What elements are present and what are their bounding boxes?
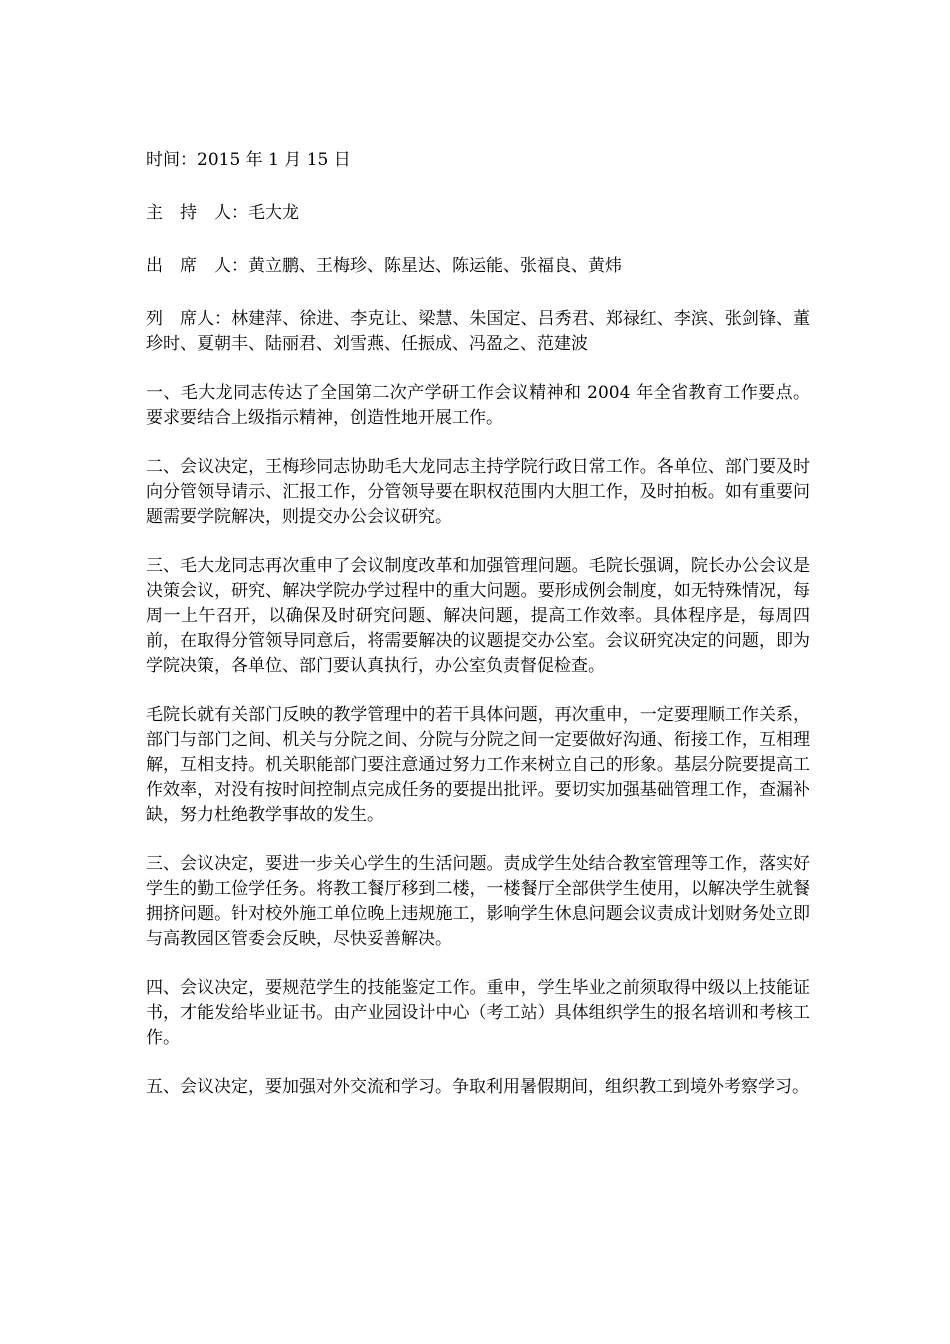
meeting-minutes-document xyxy=(146,148,810,1124)
minutes-item-4: 四、会议决定，要规范学生的技能鉴定工作。重申，学生毕业之前须取得中级以上技能证书，才能发给毕业证书。由产业园设计中心（考工站）具体组织学生的报名培训和考核工作。 xyxy=(146,978,810,1048)
minutes-item-3: 三、毛大龙同志再次重申了会议制度改革和加强管理问题。毛院长强调，院长办公会议是决策会议，研究、解决学院办学过程中的重大问题。要形成例会制度，如无特殊情况，每周一上午召开，以确保及时研究问题、解决问题，提高工作效率。具体程序是，每周四前，在取得分管领导同意后，将需要解决的议题提交办公室。会议研究决定的问题，即为学院决策，各单位、部门要认真执行，办公室负责督促检查。 xyxy=(146,556,810,676)
minutes-item-student-life: 三、会议决定，要进一步关心学生的生活问题。责成学生处结合教室管理等工作，落实好学生的勤工俭学任务。将教工餐厅移到二楼，一楼餐厅全部供学生使用，以解决学生就餐拥挤问题。针对校外施工单位晚上违规施工，影响学生休息问题会议责成计划财务处立即与高教园区管委会反映，尽快妥善解决。 xyxy=(146,854,810,949)
minutes-item-3-continued: 毛院长就有关部门反映的教学管理中的若干具体问题，再次重申，一定要理顺工作关系，部门与部门之间、机关与分院之间、分院与分院之间一定要做好沟通、衔接工作，互相理解，互相支持。机关职能部门要注意通过努力工作来树立自己的形象。基层分院要提高工作效率，对没有按时间控制点完成任务的要提出批评。要切实加强基础管理工作，查漏补缺，努力杜绝教学事故的发生。 xyxy=(146,705,810,825)
meeting-observers: 列 席人：林建萍、徐进、李克让、梁慧、朱国定、吕秀君、郑禄红、李滨、张剑锋、董珍时、夏朝丰、陆丽君、刘雪燕、任振成、冯盈之、范建波 xyxy=(146,309,810,354)
meeting-attendees: 出 席 人：黄立鹏、王梅珍、陈星达、陈运能、张福良、黄炜 xyxy=(146,256,622,276)
minutes-item-1: 一、毛大龙同志传达了全国第二次产学研工作会议精神和 2004 年全省教育工作要点。要求要结合上级指示精神，创造性地开展工作。 xyxy=(146,383,810,428)
meeting-host: 主 持 人：毛大龙 xyxy=(146,203,299,223)
meeting-time: 时间：2015 年 1 月 15 日 xyxy=(146,150,351,170)
minutes-item-5: 五、会议决定，要加强对外交流和学习。争取利用暑假期间，组织教工到境外考察学习。 xyxy=(146,1077,809,1097)
minutes-item-2: 二、会议决定，王梅珍同志协助毛大龙同志主持学院行政日常工作。各单位、部门要及时向分管领导请示、汇报工作，分管领导要在职权范围内大胆工作，及时拍板。如有重要问题需要学院解决，则提交办公会议研究。 xyxy=(146,457,810,527)
